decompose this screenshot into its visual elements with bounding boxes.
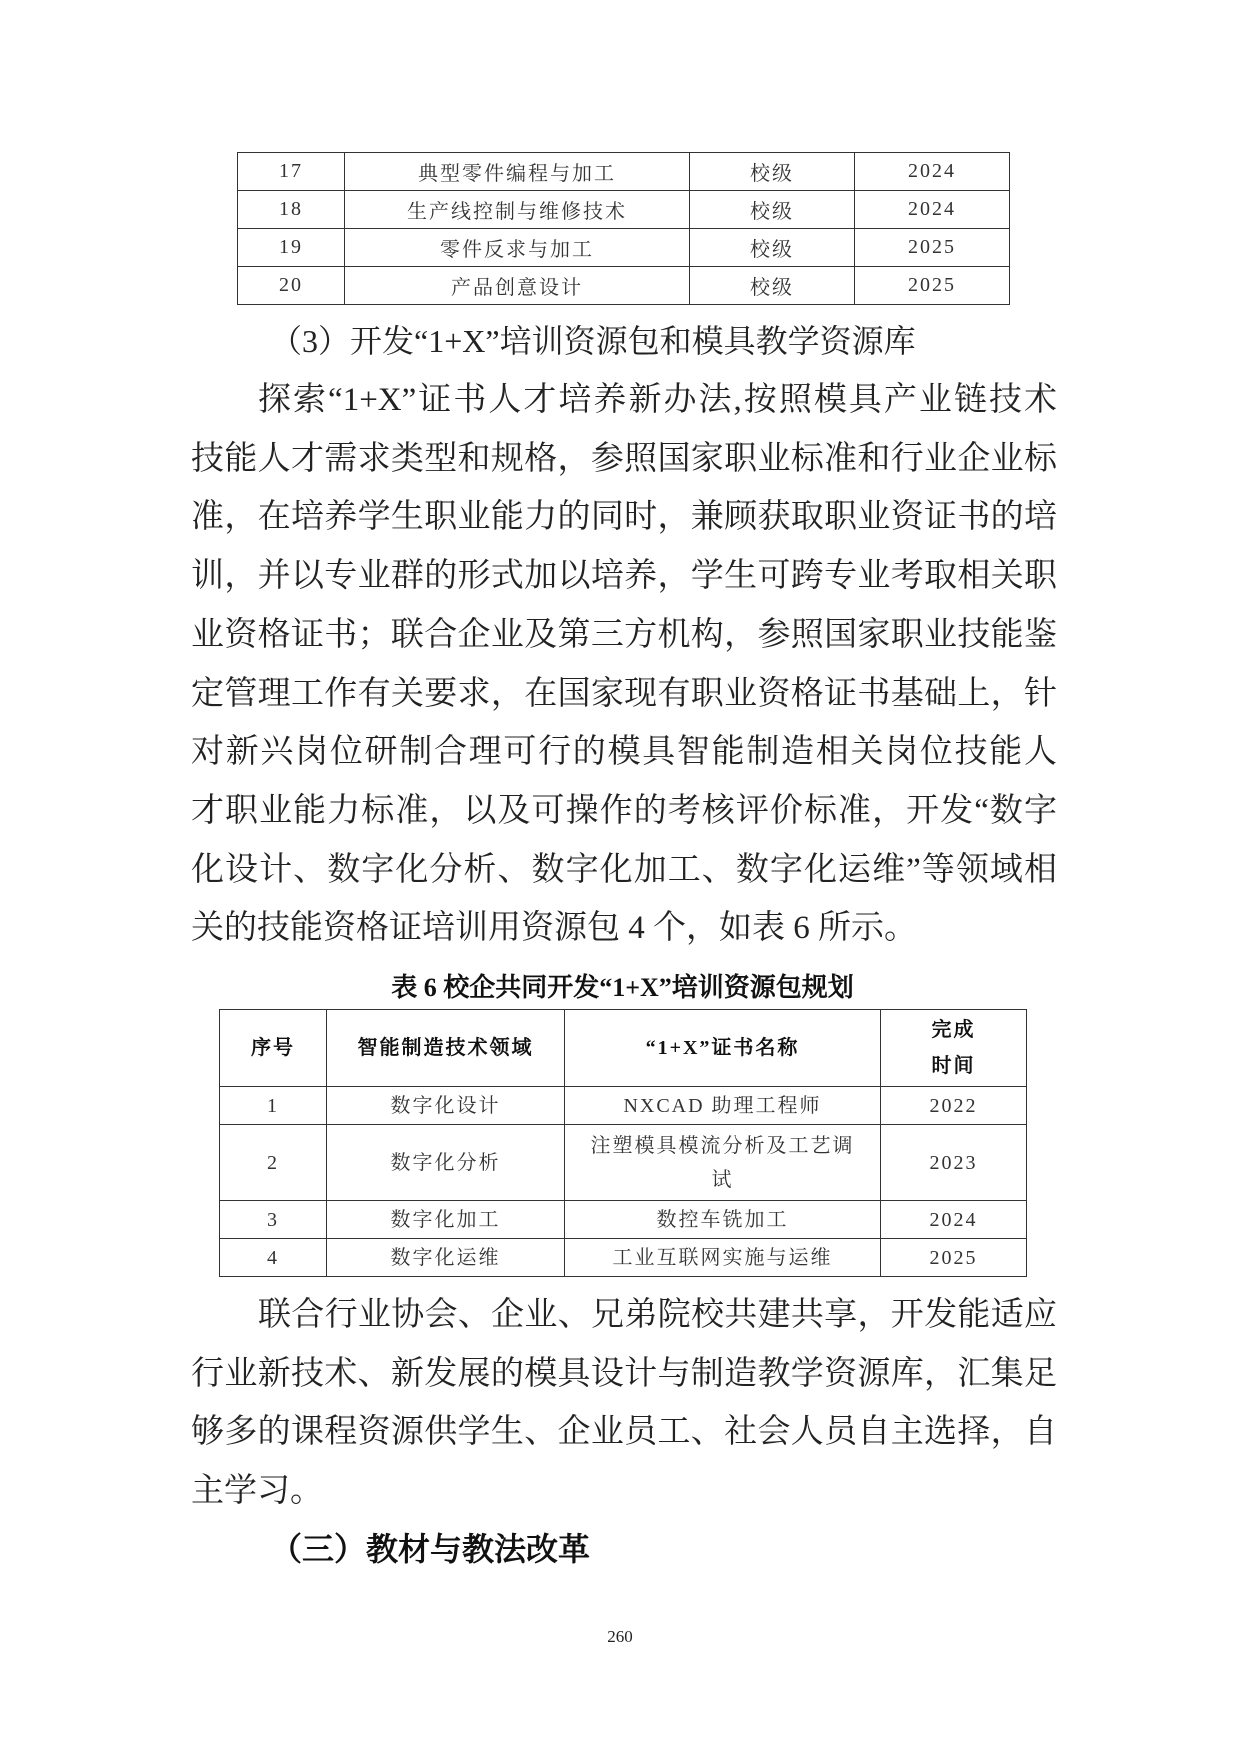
text-line: 关的技能资格证培训用资源包 4 个，如表 6 所示。 <box>191 910 917 947</box>
table-cell: 2024 <box>855 153 1010 191</box>
table-cell: 校级 <box>690 153 855 191</box>
table-cell: 工业互联网实施与运维 <box>565 1239 881 1277</box>
text-line: 业资格证书；联合企业及第三方机构，参照国家职业技能鉴 <box>191 616 1057 653</box>
table-cell: 生产线控制与维修技术 <box>345 191 690 229</box>
text-line: 技能人才需求类型和规格，参照国家职业标准和行业企业标 <box>191 440 1057 477</box>
table-cell: 数字化运维 <box>327 1239 565 1277</box>
text-line: 训，并以专业群的形式加以培养，学生可跨专业考取相关职 <box>191 558 1057 595</box>
page-number: 260 <box>607 1627 633 1646</box>
header-certificate: “1+X”证书名称 <box>565 1010 881 1087</box>
table-cell: 2024 <box>881 1201 1027 1239</box>
table-row <box>220 1201 1027 1239</box>
text-line: 主学习。 <box>191 1473 323 1510</box>
table-cell: 数控车铣加工 <box>565 1201 881 1239</box>
table-row <box>220 1239 1027 1277</box>
text-line: 联合行业协会、企业、兄弟院校共建共享，开发能适应 <box>258 1297 1057 1333</box>
table-cell: 4 <box>220 1239 327 1277</box>
table-row <box>220 1087 1027 1125</box>
table-cell: 数字化加工 <box>327 1201 565 1239</box>
table-cell: 零件反求与加工 <box>345 229 690 267</box>
text-line: 对新兴岗位研制合理可行的模具智能制造相关岗位技能人 <box>191 734 1057 771</box>
section-heading: （三）教材与教法改革 <box>270 1531 591 1567</box>
table-cell: 2023 <box>881 1125 1027 1201</box>
table-cell: 校级 <box>690 229 855 267</box>
table-cell: 数字化设计 <box>327 1087 565 1125</box>
text-line: 定管理工作有关要求，在国家现有职业资格证书基础上，针 <box>191 675 1057 712</box>
table-cell: 2025 <box>855 229 1010 267</box>
table-row <box>238 267 1010 305</box>
table-cell: 19 <box>238 229 345 267</box>
subheading-3: （3）开发“1+X”培训资源包和模具教学资源库 <box>270 323 916 359</box>
text-line: 行业新技术、新发展的模具设计与制造教学资源库，汇集足 <box>191 1355 1057 1392</box>
table6-header-row <box>220 1010 1027 1087</box>
table-cell: 产品创意设计 <box>345 267 690 305</box>
header-completion: 完成时间 <box>881 1010 1027 1087</box>
table-cell: 3 <box>220 1201 327 1239</box>
table-cell: 校级 <box>690 267 855 305</box>
text-line: 化设计、数字化分析、数字化加工、数字化运维”等领域相 <box>191 851 1057 888</box>
table6-training-packages <box>219 1009 1027 1277</box>
text-line: 准，在培养学生职业能力的同时，兼顾获取职业资证书的培 <box>191 499 1057 536</box>
table6-caption: 表 6 校企共同开发“1+X”培训资源包规划 <box>391 973 854 1002</box>
table-cell: 校级 <box>690 191 855 229</box>
table-cell: 1 <box>220 1087 327 1125</box>
table-cell: 2022 <box>881 1087 1027 1125</box>
course-table-continued <box>237 152 1010 305</box>
header-index: 序号 <box>220 1010 327 1087</box>
text-line: 够多的课程资源供学生、企业员工、社会人员自主选择，自 <box>191 1414 1057 1451</box>
table-cell: 数字化分析 <box>327 1125 565 1201</box>
header-domain: 智能制造技术领域 <box>327 1010 565 1087</box>
table-cell: 注塑模具模流分析及工艺调试 <box>565 1125 881 1201</box>
table-cell: 2025 <box>881 1239 1027 1277</box>
table-cell: 典型零件编程与加工 <box>345 153 690 191</box>
table-cell: 18 <box>238 191 345 229</box>
table-row <box>238 191 1010 229</box>
table-cell: 2024 <box>855 191 1010 229</box>
table-row <box>238 229 1010 267</box>
table-row <box>238 153 1010 191</box>
table-cell: 20 <box>238 267 345 305</box>
table-cell: 2025 <box>855 267 1010 305</box>
table-row <box>220 1125 1027 1201</box>
table-cell: NXCAD 助理工程师 <box>565 1087 881 1125</box>
text-line: 才职业能力标准，以及可操作的考核评价标准，开发“数字 <box>191 792 1057 829</box>
text-line: 探索“1+X”证书人才培养新办法,按照模具产业链技术 <box>258 382 1057 418</box>
table-cell: 2 <box>220 1125 327 1201</box>
table-cell: 17 <box>238 153 345 191</box>
